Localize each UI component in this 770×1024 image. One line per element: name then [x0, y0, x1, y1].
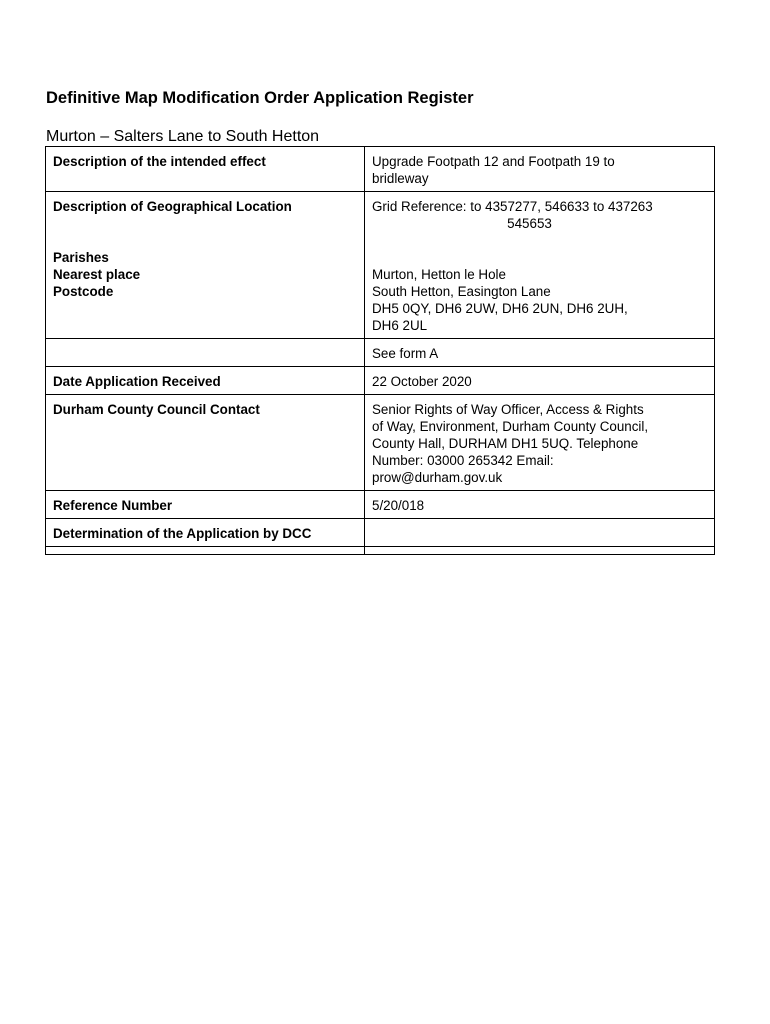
table-row-reference-number	[46, 491, 715, 519]
council-contact-label: Durham County Council Contact	[46, 395, 365, 491]
council-contact-value	[365, 395, 715, 491]
council-contact-line: of Way, Environment, Durham County Council,	[372, 419, 649, 434]
nearest-place-value: South Hetton, Easington Lane	[372, 284, 551, 299]
spacer	[53, 215, 357, 249]
geographical-location-label: Description of Geographical Location	[53, 199, 292, 214]
see-form-value: See form A	[365, 339, 715, 367]
postcode-value-continued: DH6 2UL	[372, 318, 428, 333]
determination-value	[365, 519, 715, 547]
table-row-intended-effect	[46, 147, 715, 192]
postcode-value: DH5 0QY, DH6 2UW, DH6 2UN, DH6 2UH,	[372, 301, 628, 316]
date-received-value: 22 October 2020	[365, 367, 715, 395]
table-row-geographical-location	[46, 192, 715, 339]
council-contact-line: Number: 03000 265342 Email:	[372, 453, 554, 468]
geographical-location-label-cell	[46, 192, 365, 339]
page-subtitle: Murton – Salters Lane to South Hetton	[46, 128, 320, 145]
table-row-determination	[46, 519, 715, 547]
empty-cell	[46, 547, 365, 555]
intended-effect-value-line: Upgrade Footpath 12 and Footpath 19 to	[372, 154, 615, 169]
intended-effect-value	[365, 147, 715, 192]
council-contact-line: County Hall, DURHAM DH1 5UQ. Telephone	[372, 436, 639, 451]
reference-number-label: Reference Number	[46, 491, 365, 519]
table-row-empty	[46, 547, 715, 555]
table-row-see-form	[46, 339, 715, 367]
determination-label: Determination of the Application by DCC	[46, 519, 365, 547]
spacer	[372, 232, 707, 266]
council-contact-email: prow@durham.gov.uk	[372, 470, 503, 485]
grid-reference-value-continued: 545653	[507, 216, 552, 231]
table-row-date-received	[46, 367, 715, 395]
council-contact-line: Senior Rights of Way Officer, Access & Rights	[372, 402, 644, 417]
reference-number-value: 5/20/018	[365, 491, 715, 519]
date-received-label: Date Application Received	[46, 367, 365, 395]
intended-effect-value-line: bridleway	[372, 171, 429, 186]
register-table	[45, 146, 715, 555]
postcode-label: Postcode	[53, 284, 114, 299]
see-form-label	[46, 339, 365, 367]
geographical-location-value-cell	[365, 192, 715, 339]
grid-reference-value: Grid Reference: to 4357277, 546633 to 437263	[372, 199, 653, 214]
nearest-place-label: Nearest place	[53, 267, 141, 282]
page-title: Definitive Map Modification Order Application Register	[46, 89, 474, 107]
intended-effect-label: Description of the intended effect	[46, 147, 365, 192]
empty-cell	[365, 547, 715, 555]
table-row-council-contact	[46, 395, 715, 491]
parishes-label: Parishes	[53, 250, 109, 265]
parishes-value: Murton, Hetton le Hole	[372, 267, 506, 282]
